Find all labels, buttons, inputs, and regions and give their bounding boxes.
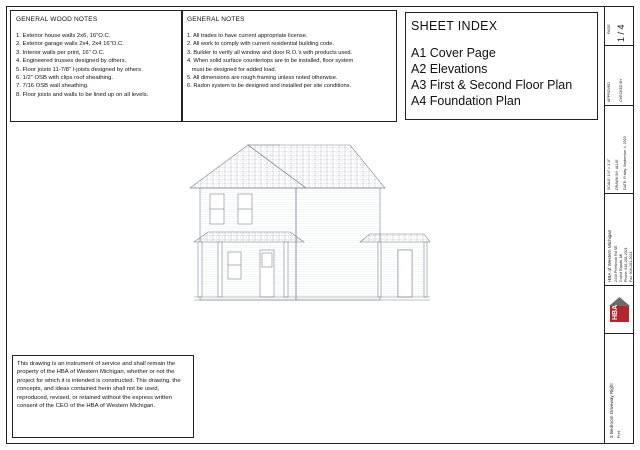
sheet-index-item: A4 Foundation Plan <box>411 94 521 108</box>
wood-note-item: 7. 7/16 OSB wall sheathing. <box>16 83 89 90</box>
date-label: DATE: Friday, September 4, 2020 <box>623 136 627 190</box>
checked-by-label: CHECKED BY <box>619 78 623 102</box>
sheet-index-box <box>405 12 598 120</box>
fax-number: Fax: 616-281-2021 <box>629 251 633 282</box>
hba-logo <box>607 294 632 326</box>
general-note-item: 1. All trades to have current appropriate license. <box>187 33 308 39</box>
general-note-item: must be designed for added load. <box>187 66 277 73</box>
general-note-item: 6. Radon system to be designed and installed per site conditions. <box>187 83 352 90</box>
page-cell <box>605 6 634 46</box>
wood-note-item: 6. 1/2" OSB with clips roof sheathing. <box>16 75 114 82</box>
general-note-item: 4. When solid surface countertops are to be installed, floor system <box>187 58 354 65</box>
phone-number: Phone: 616-281-2021 <box>624 247 628 282</box>
sheet-index-item: A3 First & Second Floor Plan <box>411 78 573 92</box>
general-wood-notes-box <box>10 10 182 122</box>
approval-cell <box>605 46 634 106</box>
general-note-item: 2. All work to comply with current residential building code. <box>187 41 334 48</box>
organization-name: HBA of Western Michigan <box>607 229 612 282</box>
address-line-2: Grand Rapids, MI <box>619 253 623 282</box>
sheet-index-item: A1 Cover Page <box>411 46 496 60</box>
project-subtitle: Print <box>617 430 621 438</box>
drawn-by-label: DRAWN BY: ALLIE <box>615 159 619 190</box>
wood-note-item: 3. Interior walls per print, 16" O.C. <box>16 49 105 56</box>
page-label: PAGE <box>607 24 611 34</box>
hba-logo-text: HBA <box>612 304 619 320</box>
wood-note-item: 2. Exterior garage walls 2x4, 2x4 16"O.C. <box>16 41 124 48</box>
title-block <box>604 6 634 444</box>
logo-cell <box>605 286 634 334</box>
wood-note-item: 1. Exterior house walls 2x6, 16"O.C. <box>16 33 111 39</box>
drawing-info-cell <box>605 106 634 194</box>
general-notes-box <box>182 10 397 122</box>
approved-label: APPROVED <box>607 82 611 102</box>
general-notes-list <box>187 32 392 91</box>
general-note-item: 3. Builder to verify all window and door R.O.'s with products used. <box>187 49 353 56</box>
wood-note-item: 8. Floor joists and walls to be lined up on all levels. <box>16 91 149 98</box>
wood-note-item: 5. Floor joists 11-7/8" I-joists designed by others. <box>16 66 143 73</box>
scale-label: SCALE: 1/4" = 1'-0" <box>607 158 611 190</box>
house-front-elevation <box>180 140 440 305</box>
address-line-1: 2440 Pinebrook Rd SE <box>614 245 618 282</box>
organization-cell <box>605 194 634 286</box>
sheet-index-item: A2 Elevations <box>411 62 488 76</box>
project-cell <box>605 334 634 443</box>
porch-roof <box>194 232 304 242</box>
disclaimer-text: This drawing is an instrument of service and shall remain the property of the HBA of Western Michigan, whether or not the project for which it is intended is constructed. This drawing, the concepts, and ideas contained herin shall not be used, reproduced, revised, or retained without the express written consent of the CEO of the HBA of Western Michigan. <box>17 361 181 410</box>
side-porch-roof <box>360 234 430 242</box>
general-wood-notes-title: GENERAL WOOD NOTES <box>16 16 98 23</box>
sheet-index-list <box>411 45 592 109</box>
sheet-index-title: SHEET INDEX <box>411 19 498 33</box>
wood-note-item: 4. Engineered trusses designed by others. <box>16 58 127 65</box>
page-number: 1 / 4 <box>616 24 626 42</box>
general-wood-notes-list <box>16 32 176 99</box>
lower-window <box>228 252 241 279</box>
disclaimer-box <box>12 355 194 438</box>
general-notes-title: GENERAL NOTES <box>187 16 245 23</box>
project-name: 3 Bedroom Driveway Right <box>609 383 614 438</box>
general-note-item: 5. All dimensions are rough framing unless noted otherwise. <box>187 75 338 82</box>
